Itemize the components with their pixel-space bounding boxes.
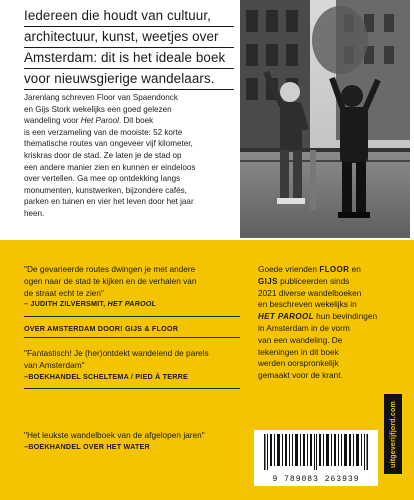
headline — [24, 6, 234, 90]
barcode-number: 9 789083 263939 — [272, 475, 360, 484]
intro-line: en Gijs Stork wekelijks een goed gelezen — [24, 104, 172, 114]
about-authors — [258, 264, 382, 382]
publisher-tag — [384, 394, 402, 474]
yellow-back-panel — [0, 240, 414, 500]
about-line: en beschreven wekelijks in — [258, 299, 357, 310]
intro-line: Jarenlang schreven Floor van Spaendonck — [24, 93, 178, 102]
divider — [24, 388, 240, 389]
quote-author: –BOEKHANDEL OVER HET WATER — [24, 441, 150, 451]
intro-line: kriskras door de stad. Ze laten je de stad op — [24, 150, 182, 160]
intro-line: heen. — [24, 208, 45, 218]
publisher-url: uitgeverijfjord.com — [389, 400, 397, 468]
headline-line: voor nieuwsgierige wandelaars. — [24, 69, 234, 90]
about-text: hun bevindingen — [313, 311, 378, 322]
about-text: en — [349, 264, 361, 274]
quote-text: "De gevarieerde routes dwingen je met andere — [24, 264, 196, 274]
intro-line: monumenten, kunstwerken, bijzondere cafés, — [24, 185, 187, 195]
intro-line — [24, 115, 234, 127]
quote-author: –BOEKHANDEL SCHELTEMA / PIED À TERRE — [24, 371, 189, 381]
headline-line: architectuur, kunst, weetjes over — [24, 27, 234, 48]
section-subheading: OVER AMSTERDAM DOOR! GIJS & FLOOR — [24, 324, 179, 333]
intro-line: een andere manier zien en kunnen er eindeloos — [24, 162, 196, 172]
headline-line: Amsterdam: dit is het ideale boek — [24, 48, 234, 69]
divider — [24, 316, 240, 317]
quote-text: de straat echt te zien" — [24, 287, 104, 298]
intro-paragraph — [24, 92, 234, 220]
about-line: werden oorspronkelijk — [258, 358, 339, 369]
intro-text: . Dit boek — [118, 116, 154, 126]
quote-1 — [24, 264, 197, 309]
quote-author — [24, 299, 197, 309]
about-line — [258, 311, 382, 323]
quote-text: "Het leukste wandelboek van de afgelopen jaren" — [24, 430, 205, 440]
quote-text: van Amsterdam" — [24, 359, 85, 370]
about-text: publiceerden sinds — [277, 275, 350, 286]
top-section — [0, 0, 414, 240]
about-line: 2021 diverse wandelboeken — [258, 287, 362, 298]
intro-line: over vertellen. Ga mee op ontdekking langs — [24, 174, 181, 184]
quote-text: ogen naar de stad te kijken en de verhalen van — [24, 275, 197, 286]
about-text: Goede vrienden — [258, 264, 320, 274]
author-name-gijs: GIJS — [258, 276, 278, 286]
about-line — [258, 264, 382, 276]
about-line: tekeningen in dit boek — [258, 346, 339, 357]
author-photo — [240, 0, 410, 238]
author-name-floor: FLOOR — [319, 265, 350, 274]
author-name: – JUDITH ZILVERSMIT, — [24, 299, 108, 309]
quote-3 — [24, 430, 205, 452]
photo-of-two-walkers-icon — [240, 0, 410, 238]
about-line: gemaakt voor de krant. — [258, 370, 343, 381]
newspaper-name: Het Parool — [80, 116, 119, 126]
intro-text: wandeling voor — [24, 116, 81, 126]
intro-line: thematische routes van ongeveer vijf kilometer, — [24, 139, 193, 149]
quote-2 — [24, 348, 209, 382]
intro-line: is een verzameling van de mooiste: 52 korte — [24, 127, 183, 137]
quote-text: "Fantastisch! Je (her)ontdekt wandelend de parels — [24, 348, 209, 358]
author-source: HET PAROOL — [107, 299, 157, 309]
intro-line: parken en tuinen en vier het leven door het jaar — [24, 197, 194, 207]
divider — [24, 337, 240, 338]
newspaper-name: HET PAROOL — [258, 312, 314, 322]
headline-line: Iedereen die houdt van cultuur, — [24, 6, 234, 27]
about-line: in Amsterdam in de vorm — [258, 322, 350, 333]
about-line — [258, 276, 382, 288]
about-line: van een wandeling. De — [258, 334, 343, 345]
barcode — [254, 430, 378, 486]
barcode-icon — [264, 434, 368, 470]
